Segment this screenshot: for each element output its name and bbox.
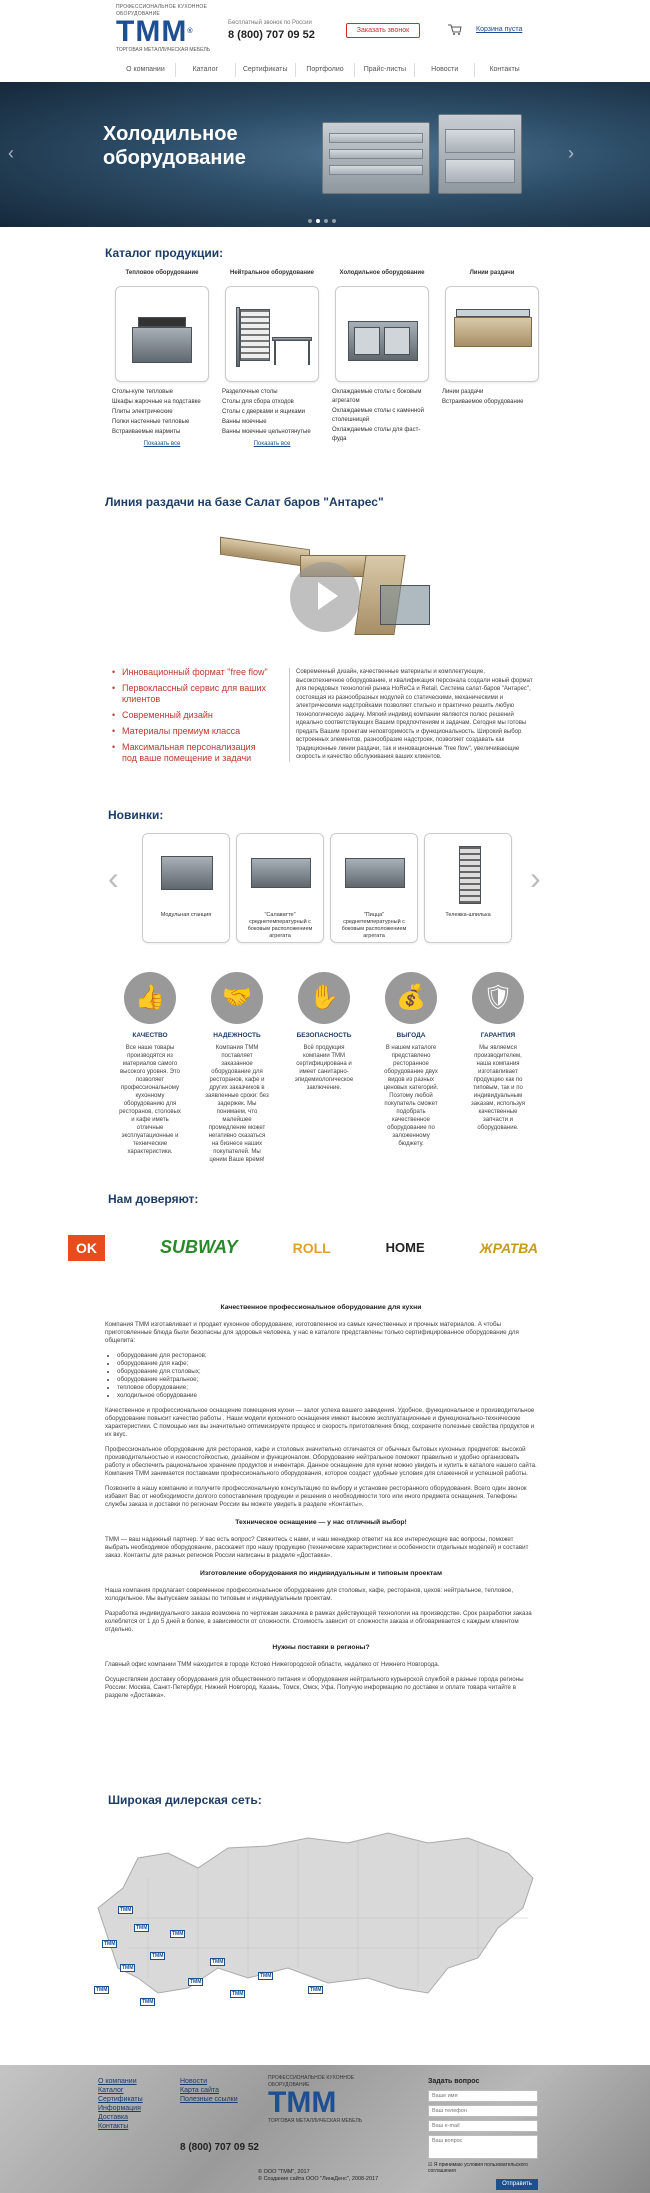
play-icon [318, 582, 338, 610]
feature-item: • Первоклассный сервис для ваших клиентов [112, 683, 272, 705]
footer-link[interactable]: Каталог [98, 2087, 124, 2094]
banner-dots [308, 219, 336, 223]
thumbs-up-icon: 👍 [124, 972, 176, 1024]
list-item: • тепловое оборудование; [117, 1384, 537, 1392]
banner-dot[interactable] [308, 219, 312, 223]
catalog-card-image[interactable] [335, 286, 429, 382]
advantage-benefit [375, 972, 447, 1148]
banner-prev-icon[interactable]: ‹ [8, 143, 14, 163]
advantage-text: Мы являемся производителем, наша компания изготавливает продукцию как по типовым, так и по индивидуальным заказам, используя качественные запчасти и оборудование. [471, 1045, 525, 1132]
catalog-link[interactable]: Плиты электрические [112, 408, 173, 415]
catalog-column [332, 270, 432, 445]
form-title: Задать вопрос [428, 2078, 480, 2085]
fridge-table-image [322, 122, 430, 194]
footer-link[interactable]: Сертификаты [98, 2096, 143, 2103]
dealer-marker[interactable]: TMM [260, 1973, 272, 1979]
partner-logo[interactable]: ЖРАТВА [479, 1239, 538, 1256]
email-input[interactable] [428, 2120, 538, 2132]
dealer-marker[interactable]: TMM [232, 1991, 244, 1997]
catalog-column-name[interactable]: Линии раздачи [469, 270, 515, 276]
handshake-icon: 🤝 [211, 972, 263, 1024]
phone-note: Бесплатный звонок по России [228, 20, 312, 26]
phone-input[interactable] [428, 2105, 538, 2117]
catalog-link[interactable]: Охлаждаемые столы с боковым агрегатом [332, 388, 422, 404]
new-item-card[interactable] [424, 833, 512, 943]
fridge-cabinet-image [438, 114, 522, 194]
logo-tagline-top: ПРОФЕССИОНАЛЬНОЕ КУХОННОЕ ОБОРУДОВАНИЕ [268, 2075, 355, 2088]
catalog-column [222, 270, 322, 449]
show-all-link[interactable]: Показать все [253, 440, 291, 447]
footer-copyright [258, 2169, 378, 2183]
catalog-column-name[interactable]: Нейтральное оборудование [230, 270, 314, 276]
footer-phone[interactable]: 8 (800) 707 09 52 [180, 2142, 259, 2153]
main-nav [116, 63, 534, 77]
copyright-line: © Создание сайта ООО "ЛинкДенс", 2008-2017 [258, 2176, 379, 2182]
dealer-marker[interactable]: TMM [120, 1907, 132, 1913]
footer-link[interactable]: Контакты [98, 2123, 129, 2130]
dealer-marker[interactable]: TMM [104, 1941, 116, 1947]
name-input[interactable] [428, 2090, 538, 2102]
text-paragraph: Профессиональное оборудование для ресторанов, кафе и столовых значительно отличается от обычных бытовых кухонных предметов: высокой производительностью и износостойкостью, дизайном и функционалом. Оборудование нейтральное поможет правильно и удобно организовать работу и обеспечить рациональное хранение продуктов и инвентаря. Данное оснащение для кухни можно увидеть и купить в каталоге нашего сайта. Компания ТММ занимается поставками профессионального оборудования, которое создаст удобные условия для слаженной и успешной работы. [105, 1446, 537, 1477]
text-paragraph: Разработка индивидуального заказа возможна по чертежам заказчика в рамках действующей технологии на производстве. Срок разработки заказа колеблется от 1 до 5 дней в более, в зависимости от сложности. Стоимость зависит от сложности заказа и обговаривается с каждым клиентом отдельно. [105, 1610, 532, 1633]
list-item: • оборудование для столовых; [117, 1368, 537, 1376]
catalog-link[interactable]: Столы-купе тепловые [112, 388, 173, 395]
new-items-prev-icon[interactable]: ‹ [108, 860, 119, 896]
copyright-line: © ООО "ТММ", 2017 [258, 2169, 310, 2175]
nav-item-contacts[interactable]: Контакты [474, 63, 534, 77]
advantage-text: В нашем каталоге представлено ресторанное оборудование двух видов из разных ценовых категорий. Поэтому любой покупатель сможет подобрать качественное оборудование по заложенному бюджету. [383, 1045, 439, 1148]
banner-dot[interactable] [324, 219, 328, 223]
footer-links-secondary [180, 2077, 238, 2104]
dealer-title: Широкая дилерская сеть: [108, 1793, 262, 1807]
dealer-marker[interactable]: TMM [172, 1931, 184, 1937]
banner-dot-active[interactable] [316, 219, 320, 223]
text-heading: Качественное профессиональное оборудование для кухни [220, 1304, 422, 1311]
catalog-title: Каталог продукции: [105, 246, 224, 260]
catalog-link[interactable]: Ванны моечные цельнотянутые [222, 428, 311, 435]
nav-item-about[interactable]: О компании [126, 66, 165, 73]
agree-text: Я принимаю условия пользовательского соглашения [428, 2162, 528, 2175]
new-items-next-icon[interactable]: › [530, 860, 541, 896]
banner-dot[interactable] [332, 219, 336, 223]
dealer-marker[interactable]: TMM [212, 1959, 224, 1965]
text-heading: Техническое оснащение — у нас отличный выбор! [235, 1519, 407, 1526]
footer [0, 2065, 650, 2193]
catalog-link[interactable]: Полки настенные тепловые [112, 418, 190, 425]
text-heading: Нужны поставки в регионы? [272, 1644, 370, 1651]
partners-carousel [68, 1228, 538, 1268]
cart[interactable] [448, 24, 522, 35]
catalog-link[interactable]: Столы для сбора отходов [222, 398, 294, 405]
question-textarea[interactable] [428, 2135, 538, 2159]
hand-icon: ✋ [298, 972, 350, 1024]
text-paragraph: Осуществляем доставку оборудования для общественного питания и оборудования нейтрального курьерской службой в разные города регионы России: Москва, Санкт-Петербург, Нижний Новгород, Казань, Томск, Омск, Уфа. Получую информацию по доставке и оплате товара читайте в разделе «Доставка». [105, 1676, 524, 1699]
cart-label[interactable]: Корзина пуста [476, 25, 523, 33]
advantage-safety [288, 972, 360, 1092]
footer-link[interactable]: Доставка [98, 2114, 129, 2121]
catalog-column [442, 270, 542, 408]
line-description: Современный дизайн, качественные материалы и комплектующие, высокотехничное оборудование, и квалификация персонала создали новый формат для передовых технологий рынка HoReCa и Retail. Система салат-баров "Антарес", состоящая из разнообразных модулей со статическими, механическими и электрическими надстройками позволяет стильно и практично решить любую технологическую задачу. Мягкий индивид компании являются полюс решений идеально соответствующих Вашим предпочтениям и задачам. Сегодня мы готовы предать Вашим проектам неповторимость и функциональность. Широкий выбор встроенных элементов, разнообразие надстроек, позволяет создавать как традиционные линии раздачи, так и инновационные "free flow", увеличивающие скорость и качество обслуживания ваших клиентов. [289, 668, 534, 762]
text-paragraph: Позвоните в нашу компанию и получите профессиональную консультацию по выбору и установке ресторанного оборудования. Всего один звонок избавит Вас от необходимости долгого сопоставления продукции и решения о необходимости того или иного предмета оснащения. Телефоны службы заказа и доставки по регионам России вы можете увидеть в разделе «Контакты». [105, 1485, 527, 1508]
logo-text: ТММ [268, 2086, 337, 2119]
advantage-title: ГАРАНТИЯ [480, 1032, 516, 1039]
footer-link[interactable]: Карта сайта [180, 2087, 219, 2094]
partner-logo[interactable]: SUBWAY [159, 1237, 238, 1258]
equipment-list [117, 1352, 537, 1400]
dealer-marker[interactable]: TMM [190, 1979, 202, 1985]
dealer-marker[interactable]: TMM [122, 1965, 134, 1971]
catalog-link[interactable]: Ванны моечные [222, 418, 267, 425]
russia-map[interactable] [68, 1818, 543, 2028]
text-paragraph: Наша компания предлагает современное профессиональное оборудование для столовых, кафе, ресторанов, цехов: нейтральное, тепловое, холодильное. Мы выпускаем заказы по типовым и индивидуальным проектам. [105, 1587, 514, 1602]
feature-item: • Инновационный формат "free flow" [112, 667, 272, 678]
list-item: • оборудование для ресторанов; [117, 1352, 537, 1360]
new-item-label: Модульная станция [160, 912, 212, 918]
partner-logo[interactable]: HOME [385, 1239, 425, 1255]
dealer-marker[interactable]: TMM [136, 1925, 148, 1931]
new-item-label: "Пицца" среднетемпературный с боковым расположением агрегата [341, 912, 407, 939]
catalog-link[interactable]: Шкафы жарочные на подставке [112, 398, 201, 405]
catalog-link[interactable]: Линии раздачи [442, 388, 484, 395]
advantage-reliability [201, 972, 273, 1164]
footer-link[interactable]: Новости [180, 2078, 208, 2085]
money-icon: 💰 [385, 972, 437, 1024]
dealer-marker[interactable]: TMM [152, 1953, 164, 1959]
play-button[interactable] [290, 562, 360, 632]
footer-link[interactable]: Полезные ссылки [180, 2096, 238, 2103]
text-paragraph: Качественное и профессиональное оснащение помещения кухни — залог успеха вашего заведения. Удобное, функциональное и производительное оборудование повысит качество работы . Наши модели кухонного оснащения имеют высокие эксплуатационные и функционально-технические характеристики. С помощью них вы значительно оптимизируете процесс и скорость приготовления блюд, сохраните полезные свойства продуктов и их вкус. [105, 1407, 535, 1438]
advantage-title: ВЫГОДА [396, 1032, 426, 1039]
footer-logo[interactable] [268, 2075, 378, 2125]
phone-block [228, 20, 315, 42]
partner-logo[interactable]: ROLL [292, 1239, 331, 1256]
logo-tagline-bottom: ТОРГОВАЯ МЕТАЛЛИЧЕСКАЯ МЕБЕЛЬ [268, 2118, 363, 2124]
header [0, 0, 650, 62]
catalog-link[interactable]: Охлаждаемые столы с каменной столешницей [332, 407, 424, 423]
catalog-column-name[interactable]: Холодильное оборудование [339, 270, 425, 276]
logo-text: ТММ® [116, 15, 194, 48]
features-list [112, 667, 272, 769]
list-item: • оборудование нейтральное; [117, 1376, 537, 1384]
phone-number[interactable]: 8 (800) 707 09 52 [228, 28, 315, 41]
dealer-marker[interactable]: TMM [310, 1987, 322, 1993]
text-paragraph: Компания ТММ изготавливает и продает кухонное оборудование, изготовленное из самых качественных и прочных материалов. А чтобы приготовленные блюда были безопасны для здоровья человека, у нас в каталоге представлены только сертифицированное оборудование для общепита: [105, 1321, 519, 1344]
advantage-quality [114, 972, 186, 1156]
footer-link[interactable]: О компании [98, 2078, 137, 2085]
banner-next-icon[interactable]: › [568, 143, 574, 163]
text-paragraph: ТММ — ваш надежный партнер. У вас есть вопрос? Свяжитесь с нами, и наш менеджер ответит на все интересующие вас вопросы, поможет выбрать необходимое оборудование, расскажет про нашу продукцию (технические характеристики и особенности отдельных моделей) и составит заказ. Контакты для разных регионов России написаны в разделе «Доставка». [105, 1536, 529, 1559]
catalog-card-image[interactable] [115, 286, 209, 382]
new-item-card[interactable] [142, 833, 230, 943]
shield-icon: 🛡 [472, 972, 524, 1024]
new-item-label: Тележка-шпилька [445, 912, 491, 918]
new-item-label: "Салаватте" среднетемпературный с боковым расположением агрегата [247, 912, 313, 939]
new-item-card[interactable] [236, 833, 324, 943]
catalog-link[interactable]: Встраиваемые мармиты [112, 428, 181, 435]
partners-title: Нам доверяют: [108, 1192, 199, 1206]
text-heading: Изготовление оборудования по индивидуальным и типовым проектам [199, 1570, 442, 1577]
nav-item-catalog[interactable]: Каталог [175, 63, 235, 77]
dealer-marker[interactable]: TMM [142, 1999, 154, 2005]
dealer-marker[interactable]: TMM [96, 1987, 108, 1993]
feature-item: • Максимальная персонализация под ваше помещение и задачи [112, 742, 272, 764]
submit-button[interactable]: Отправить [496, 2179, 538, 2190]
feature-item: • Материалы премиум класса [112, 726, 272, 737]
catalog-column [112, 270, 212, 449]
advantage-title: КАЧЕСТВО [132, 1032, 168, 1039]
catalog-link[interactable]: Разделочные столы [222, 388, 278, 395]
nav-item-certificates[interactable]: Сертификаты [235, 63, 295, 77]
agree-checkbox-label[interactable]: ☑ Я принимаю условия пользовательского соглашения [428, 2162, 528, 2175]
footer-links-main [98, 2077, 143, 2131]
catalog-link[interactable]: Столы с дверками и ящиками [222, 408, 306, 415]
advantage-text: Все наше товары производятся из материалов самого высокого уровня. Это позволяет профессиональному кухонному оборудованию для ресторанов, столовых и кафе иметь отличные эксплуатационные и технические характеристики. [119, 1045, 181, 1156]
catalog-card-image[interactable] [225, 286, 319, 382]
advantage-title: БЕЗОПАСНОСТЬ [296, 1032, 352, 1039]
banner-title: Холодильное оборудование [103, 123, 246, 169]
callback-button[interactable]: Заказать звонок [346, 23, 420, 38]
list-item: • холодильное оборудование [117, 1392, 537, 1400]
list-item: • оборудование для кафе; [117, 1360, 537, 1368]
new-item-card[interactable] [330, 833, 418, 943]
nav-item-prices[interactable]: Прайс-листы [354, 63, 414, 77]
cart-icon [448, 24, 462, 35]
text-paragraph: Главный офис компании ТММ находится в городе Кстово Нижегородской области, недалеко от Нижнего Новгорода. [105, 1661, 440, 1668]
seo-text [105, 1294, 537, 1707]
feature-item: • Современный дизайн [112, 710, 272, 721]
new-items-title: Новинки: [108, 808, 164, 822]
advantage-warranty [462, 972, 534, 1132]
line-title: Линия раздачи на базе Салат баров "Антарес" [105, 495, 384, 509]
logo[interactable] [116, 4, 220, 56]
advantage-text: Всё продукция компании ТММ сертифицирована и имеет санитарно-эпидемиологическое заключение. [294, 1045, 354, 1092]
catalog-column-name[interactable]: Тепловое оборудование [125, 270, 199, 276]
question-form [428, 2077, 538, 2190]
hero-banner[interactable] [0, 82, 650, 227]
partner-logo[interactable]: OK [68, 1235, 105, 1261]
catalog-card-image[interactable] [445, 286, 539, 382]
footer-link[interactable]: Информация [98, 2105, 141, 2112]
advantage-title: НАДЕЖНОСТЬ [213, 1032, 261, 1039]
show-all-link[interactable]: Показать все [143, 440, 181, 447]
advantage-text: Компания ТММ поставляет заказанное оборудование для ресторанов, кафе и других заказчиков в заявленные сроки: без задержек. Мы понимаем, что малейшее промедление может негативно сказаться на бизнесе наших покупателей. Мы ценим Ваше время! [205, 1045, 269, 1164]
logo-tagline-bottom: ТОРГОВАЯ МЕТАЛЛИЧЕСКАЯ МЕБЕЛЬ [116, 47, 211, 53]
nav-item-news[interactable]: Новости [414, 63, 474, 77]
logo-tagline-top: ПРОФЕССИОНАЛЬНОЕ КУХОННОЕ ОБОРУДОВАНИЕ [116, 4, 208, 17]
nav-item-portfolio[interactable]: Портфолио [295, 63, 355, 77]
catalog-link[interactable]: Охлаждаемые столы для фаст-фуда [332, 426, 421, 442]
catalog-link[interactable]: Встраиваемое оборудование [442, 398, 524, 405]
